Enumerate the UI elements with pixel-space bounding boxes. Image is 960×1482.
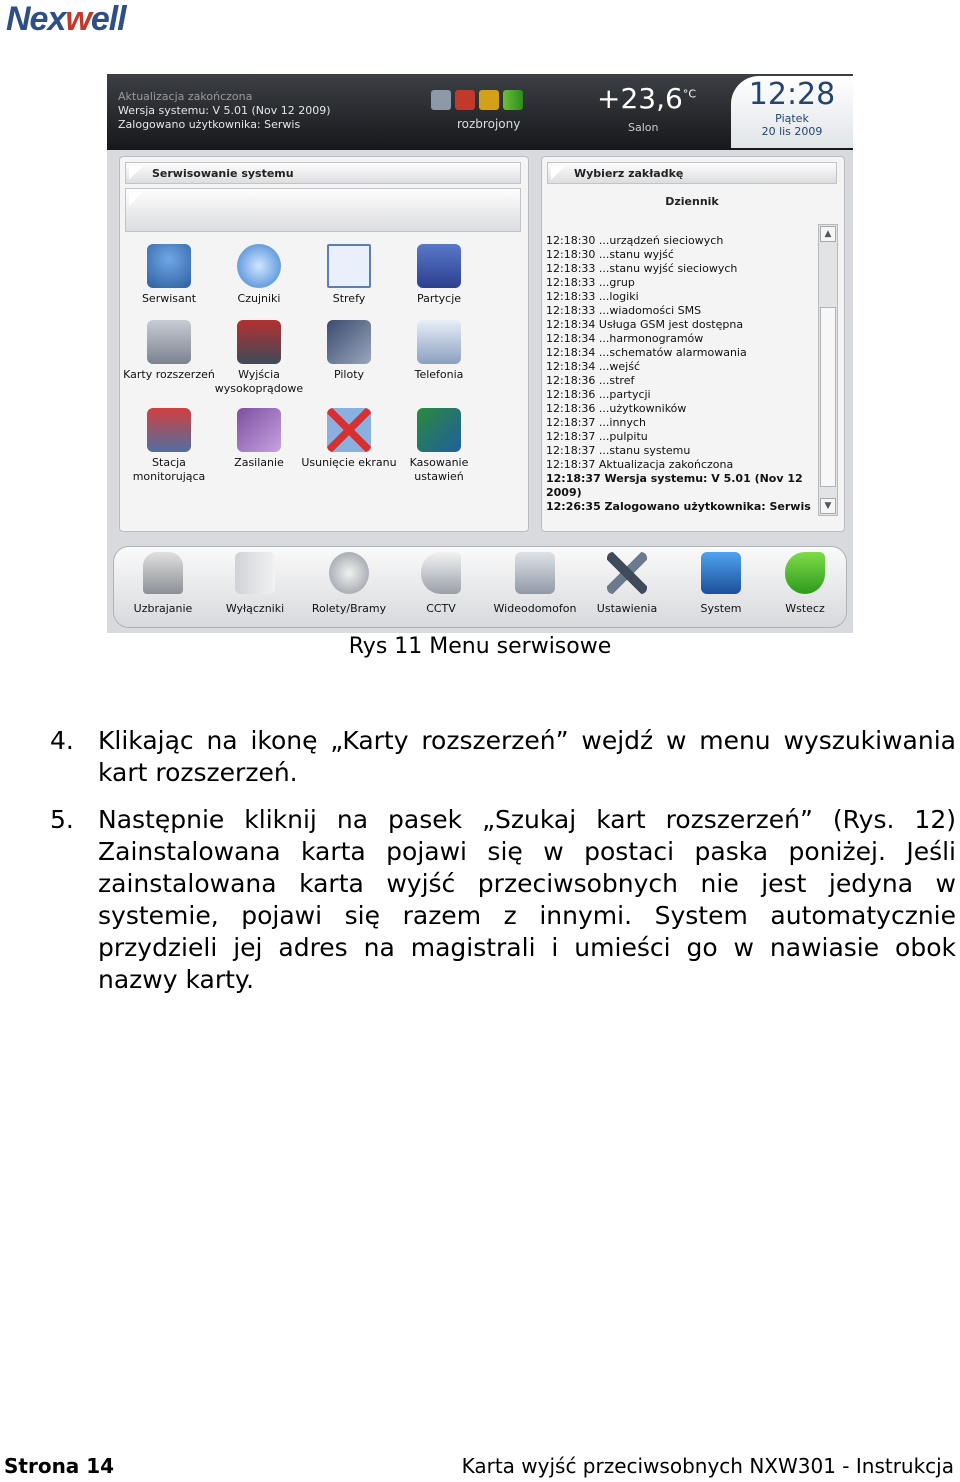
- reset-settings-icon: [417, 408, 461, 452]
- warning-icon: [479, 90, 499, 110]
- service-panel-title: Serwisowanie systemu: [125, 162, 521, 184]
- sensor-icon: [237, 244, 281, 288]
- event-log: [546, 234, 814, 514]
- padlock-icon: [143, 552, 183, 594]
- log-entry: 12:18:37 ...innych: [546, 416, 646, 429]
- service-panel-bar: [125, 188, 521, 232]
- log-entry: 12:18:34 Usługa GSM jest dostępna: [546, 318, 744, 331]
- status-text: [118, 90, 331, 132]
- log-entry: 12:18:33 ...grup: [546, 276, 635, 289]
- clock-date: 20 lis 2009: [761, 125, 823, 138]
- footer-page: Strona 14: [4, 1454, 115, 1478]
- tile-zasilanie[interactable]: Zasilanie: [211, 408, 307, 470]
- log-entry: 12:18:30 ...urządzeń sieciowych: [546, 234, 724, 247]
- tile-karty-rozszerzen[interactable]: Karty rozszerzeń: [121, 320, 217, 382]
- zones-icon: [327, 244, 371, 288]
- high-current-output-icon: [237, 320, 281, 364]
- step-4-number: 4.: [50, 726, 74, 755]
- step-4-text: Klikając na ikonę „Karty rozszerzeń” wejdź w menu wyszukiwania kart rozszerzeń.: [98, 726, 956, 787]
- intercom-icon: [515, 552, 555, 594]
- log-entry: 12:18:33 ...logiki: [546, 290, 639, 303]
- monitor-icon: [701, 552, 741, 594]
- tile-wyjscia-wysokopradowe[interactable]: Wyjścia wysokoprądowe: [211, 320, 307, 396]
- log-panel-title: Wybierz zakładkę: [547, 162, 837, 184]
- tile-piloty[interactable]: Piloty: [301, 320, 397, 382]
- tile-usuniecie-ekranu[interactable]: Usunięcie ekranu: [301, 408, 397, 470]
- figure-caption: Rys 11 Menu serwisowe: [348, 634, 612, 659]
- update-status: Aktualizacja zakończona: [118, 90, 253, 103]
- camera-icon: [421, 552, 461, 594]
- log-entry: 12:18:37 Wersja systemu: V 5.01 (Nov 12 2009): [546, 472, 803, 499]
- log-entry: 12:18:33 ...stanu wyjść sieciowych: [546, 262, 738, 275]
- log-entry: 12:18:34 ...harmonogramów: [546, 332, 704, 345]
- scroll-thumb[interactable]: [820, 307, 836, 487]
- log-entry: 12:26:35 Zalogowano użytkownika: Serwis: [546, 500, 811, 513]
- nav-cctv[interactable]: CCTV: [391, 552, 491, 615]
- expansion-cards-icon: [147, 320, 191, 364]
- nav-rolety-bramy[interactable]: Rolety/Bramy: [299, 552, 399, 615]
- nav-wylaczniki[interactable]: Wyłączniki: [205, 552, 305, 615]
- service-menu-screenshot: [107, 74, 853, 633]
- remote-control-icon: [327, 320, 371, 364]
- arming-state: rozbrojony: [457, 117, 521, 131]
- tile-partycje[interactable]: Partycje: [391, 244, 487, 306]
- tile-stacja-monitorujaca[interactable]: Stacja monitorująca: [121, 408, 217, 484]
- tools-icon: [607, 552, 647, 594]
- step-5: [50, 804, 956, 996]
- scroll-up-button[interactable]: ▲: [820, 226, 836, 242]
- monitoring-station-icon: [147, 408, 191, 452]
- tile-telefonia[interactable]: Telefonia: [391, 320, 487, 382]
- clock-time: 12:28: [748, 77, 836, 112]
- tile-serwisant[interactable]: Serwisant: [121, 244, 217, 306]
- signal-strength-icon: [503, 90, 523, 110]
- nav-ustawienia[interactable]: Ustawienia: [577, 552, 677, 615]
- nav-system[interactable]: System: [671, 552, 771, 615]
- log-entry: 12:18:34 ...wejść: [546, 360, 640, 373]
- log-entry: 12:18:34 ...schematów alarmowania: [546, 346, 747, 359]
- log-tab-dziennik[interactable]: Dziennik: [665, 195, 719, 208]
- top-status-bar: [107, 74, 853, 150]
- log-entry: 12:18:30 ...stanu wyjść: [546, 248, 674, 261]
- nav-wideodomofon[interactable]: Wideodomofon: [485, 552, 585, 615]
- log-entry: 12:18:33 ...wiadomości SMS: [546, 304, 702, 317]
- nav-uzbrajanie[interactable]: Uzbrajanie: [113, 552, 213, 615]
- room-name: Salon: [628, 121, 659, 134]
- status-icons: [431, 90, 527, 114]
- clock: [731, 76, 853, 148]
- log-entry: 12:18:36 ...partycji: [546, 388, 651, 401]
- log-entry: 12:18:37 ...pulpitu: [546, 430, 648, 443]
- log-scrollbar[interactable]: [818, 224, 838, 516]
- log-entry: 12:18:37 ...stanu systemu: [546, 444, 691, 457]
- step-5-number: 5.: [50, 805, 74, 834]
- key-icon: [431, 90, 451, 110]
- temperature: $+23,6^{^\circ C}$: [597, 82, 696, 115]
- power-supply-icon: [237, 408, 281, 452]
- partitions-icon: [417, 244, 461, 288]
- alarm-icon: [455, 90, 475, 110]
- log-entry: 12:18:36 ...stref: [546, 374, 635, 387]
- log-entry: 12:18:36 ...użytkowników: [546, 402, 687, 415]
- tile-kasowanie-ustawien[interactable]: Kasowanie ustawień: [391, 408, 487, 484]
- user-icon: [147, 244, 191, 288]
- nexwell-logo: Nexwell: [6, 0, 126, 38]
- step-4: [50, 725, 956, 789]
- system-version: Wersja systemu: V 5.01 (Nov 12 2009): [118, 104, 331, 117]
- switch-icon: [235, 552, 275, 594]
- nav-wstecz[interactable]: Wstecz: [755, 552, 853, 615]
- remove-screen-icon: [327, 408, 371, 452]
- clock-day: Piątek: [775, 112, 809, 125]
- footer-title: Karta wyjść przeciwsobnych NXW301 - Instrukcja: [461, 1454, 954, 1478]
- tile-czujniki[interactable]: Czujniki: [211, 244, 307, 306]
- step-5-text: Następnie kliknij na pasek „Szukaj kart rozszerzeń” (Rys. 12) Zainstalowana karta pojawi się w postaci paska poniżej. Jeśli zainstalowana karta wyjść przeciwsobnych nie jest jedyna w systemie, pojawi się razem z innymi. System automatycznie przydzieli jej adres na magistrali i umieści go w nawiasie obok nazwy karty.: [98, 805, 956, 994]
- log-entry: 12:18:37 Aktualizacja zakończona: [546, 458, 734, 471]
- tile-strefy[interactable]: Strefy: [301, 244, 397, 306]
- scroll-down-button[interactable]: ▼: [820, 498, 836, 514]
- blinds-gate-icon: [329, 552, 369, 594]
- telephony-icon: [417, 320, 461, 364]
- back-arrow-icon: [785, 552, 825, 594]
- logged-user: Zalogowano użytkownika: Serwis: [118, 118, 301, 131]
